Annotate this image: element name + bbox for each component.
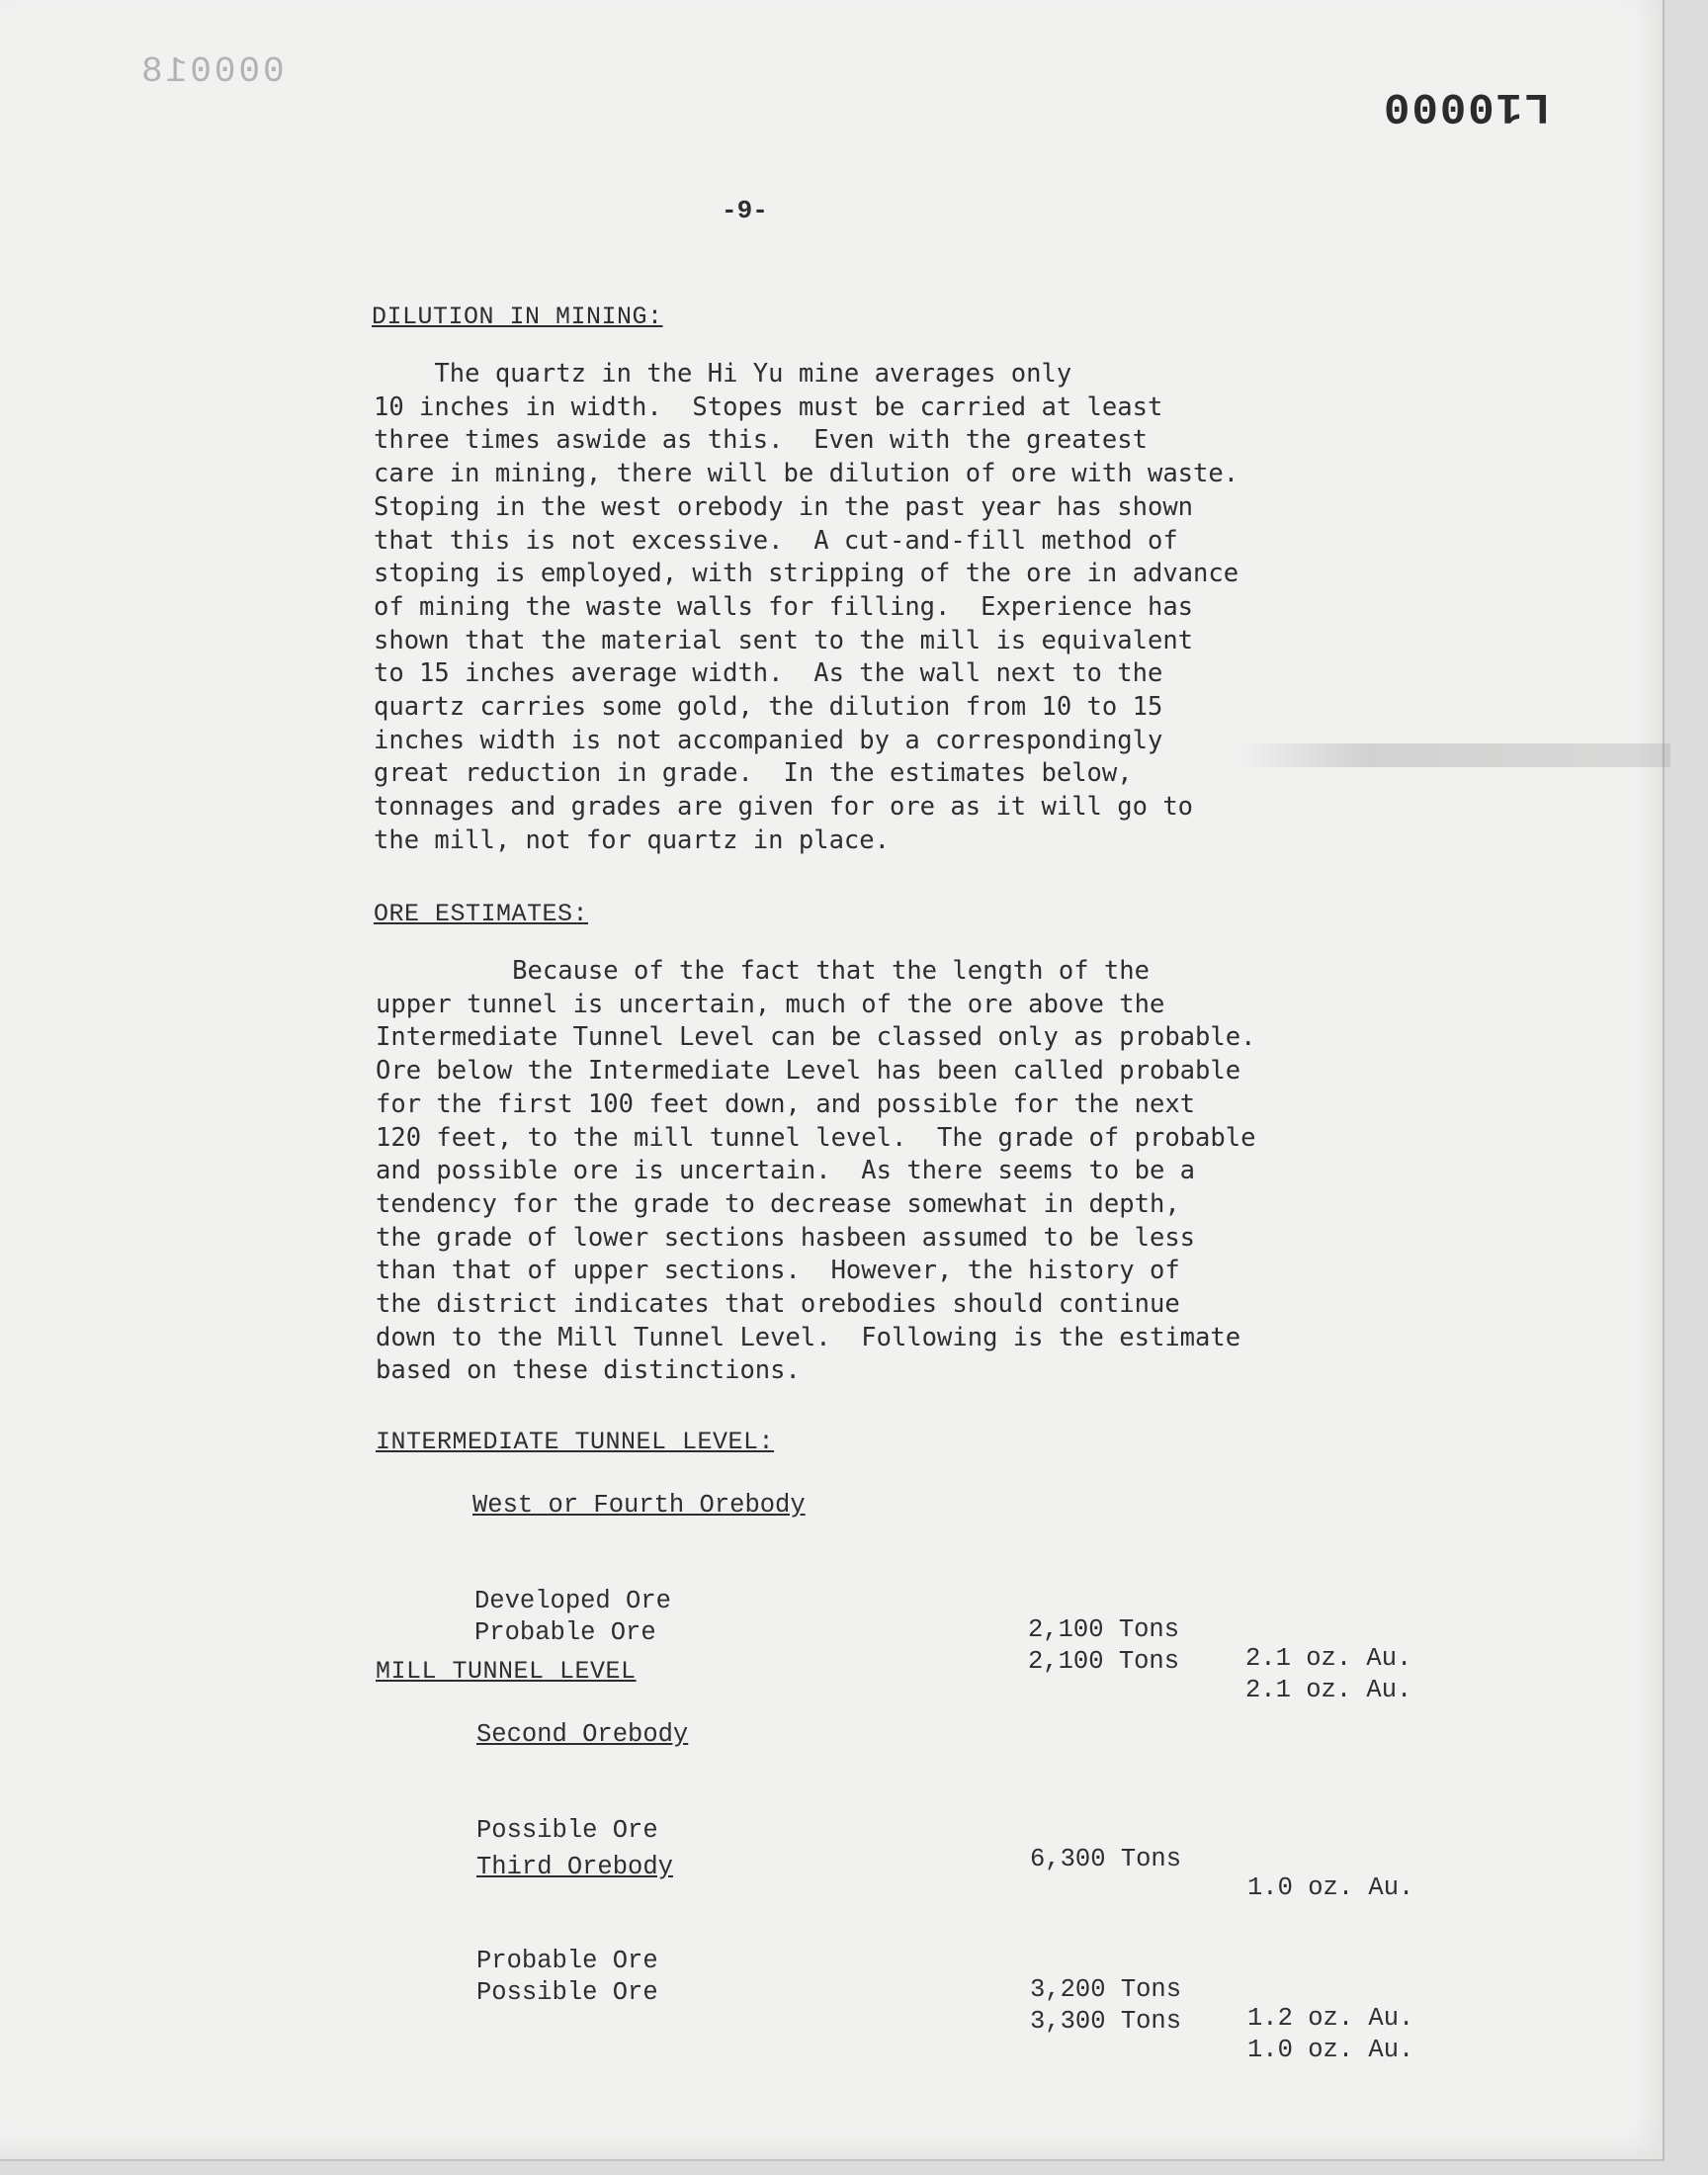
orebody-third: Third Orebody — [476, 1853, 673, 1881]
page-number: -9- — [722, 196, 768, 225]
ore-grade: 2.1 oz. Au. — [1245, 1644, 1412, 1673]
heading-mill-level: MILL TUNNEL LEVEL — [376, 1657, 637, 1686]
ore-tonnage: 3,200 Tons — [1030, 1975, 1182, 2004]
paragraph-ore-estimates: Because of the fact that the length of the upper tunnel is uncertain, much of the ore above the Intermediate Tunnel Level can be classed only as probable. Ore below the Intermediate Level has been called probable for the first 100 feet down, and possible for the next 120 feet, to the mill tunnel level. The grade of probable and possible ore is uncertain. As there seems to be a tendency for the grade to decrease somewhat in depth, the grade of lower sections hasbeen assumed to be less than that of upper sections. However, the history of the district indicates that orebodies should continue down to the Mill Tunnel Level. Following is the estimate based on these distinctions. — [376, 956, 1256, 1386]
ore-tonnage: 3,300 Tons — [1030, 2007, 1182, 2036]
ore-grade: 2.1 oz. Au. — [1245, 1676, 1412, 1704]
orebody-second: Second Orebody — [476, 1720, 689, 1749]
ore-grade: 1.0 oz. Au. — [1247, 1873, 1414, 1902]
heading-dilution: DILUTION IN MINING: — [372, 303, 663, 331]
ore-grade: 1.0 oz. Au. — [1247, 2036, 1414, 2064]
ore-tonnage: 2,100 Tons — [1028, 1615, 1180, 1644]
ore-grade: 1.2 oz. Au. — [1247, 2004, 1414, 2033]
scan-smear — [1236, 743, 1670, 767]
ore-tonnage: 2,100 Tons — [1028, 1647, 1180, 1676]
orebody-west-fourth: West or Fourth Orebody — [472, 1491, 806, 1520]
bleed-through-stamp: 000018 — [138, 51, 285, 92]
ore-tonnage: 6,300 Tons — [1030, 1845, 1182, 1873]
ore-class: Developed Ore — [474, 1587, 671, 1615]
heading-intermediate-level: INTERMEDIATE TUNNEL LEVEL: — [376, 1428, 775, 1456]
ore-class: Probable Ore — [474, 1618, 656, 1647]
ore-class: Possible Ore — [476, 1816, 658, 1845]
paragraph-dilution: The quartz in the Hi Yu mine averages only 10 inches in width. Stopes must be carried at least three times aswide as this. Even with the greatest care in mining, there will be dilution of ore with waste. Stoping in the west orebody in the past year has shown that this is not excessive. A cut-and-fill method of stoping is employed, with stripping of the ore in advance of mining the waste walls for filling. Experience has shown that the material sent to the mill is equivalent to 15 inches average width. As the wall next to the quartz carries some gold, the dilution from 10 to 15 inches width is not accompanied by a correspondingly great reduction in grade. In the estimates below, tonnages and grades are given for ore as it will go to the mill, not for quartz in place. — [374, 359, 1239, 855]
ore-class: Probable Ore — [476, 1947, 658, 1975]
document-number-stamp: L10000 — [1382, 81, 1551, 130]
ore-class: Possible Ore — [476, 1978, 658, 2007]
heading-ore-estimates: ORE ESTIMATES: — [374, 900, 589, 928]
